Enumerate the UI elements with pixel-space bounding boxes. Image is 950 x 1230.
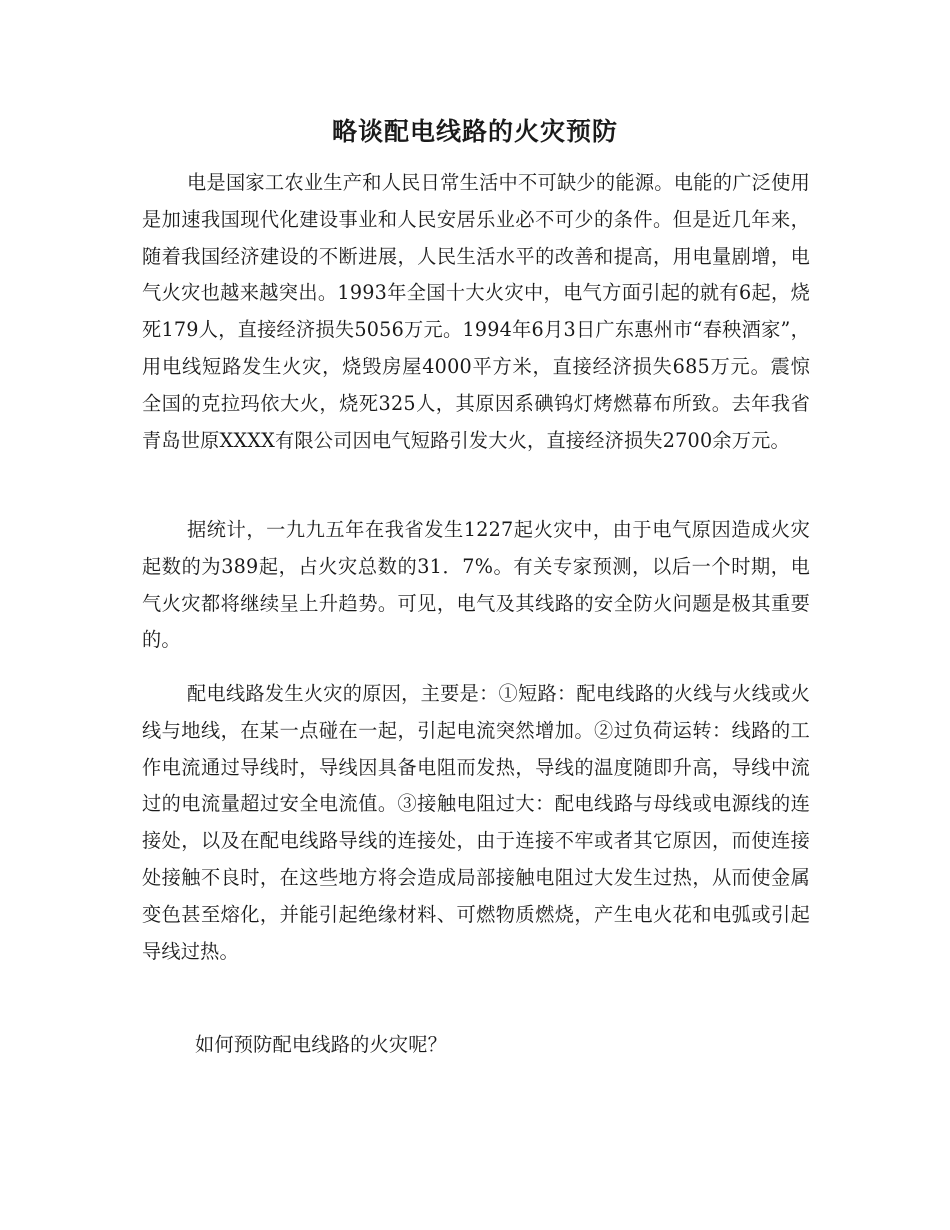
paragraph-intro: 电是国家工农业生产和人民日常生活中不可缺少的能源。电能的广泛使用是加速我国现代化建设事业和人民安居乐业必不可少的条件。但是近几年来，随着我国经济建设的不断进展，人民生活水平的改善和提高，用电量剧增，电气火灾也越来越突出。1993年全国十大火灾中，电气方面引起的就有6起，烧死179人，直接经济损失5056万元。1994年6月3日广东惠州市“春秧酒家”，用电线短路发生火灾，烧毁房屋4000平方米，直接经济损失685万元。震惊全国的克拉玛依大火，烧死325人，其原因系碘钨灯烤燃幕布所致。去年我省青岛世原XXXX有限公司因电气短路引发大火，直接经济损失2700余万元。 xyxy=(142,171,810,452)
document-title: 略谈配电线路的火灾预防 xyxy=(331,117,618,146)
paragraph-causes: 配电线路发生火灾的原因，主要是：①短路：配电线路的火线与火线或火线与地线，在某一点碰在一起，引起电流突然增加。②过负荷运转：线路的工作电流通过导线时，导线因具备电阻而发热，导线的温度随即升高，导线中流过的电流量超过安全电流值。③接触电阻过大：配电线路与母线或电源线的连接处，以及在配电线路导线的连接处，由于连接不牢或者其它原因，而使连接处接触不良时，在这些地方将会造成局部接触电阻过大发生过热，从而使金属变色甚至熔化，并能引起绝缘材料、可燃物质燃烧，产生电火花和电弧或引起导线过热。 xyxy=(142,682,810,963)
paragraph-question: 如何预防配电线路的火灾呢？ xyxy=(195,1033,448,1056)
paragraph-statistics: 据统计，一九九五年在我省发生1227起火灾中，由于电气原因造成火灾起数的为389起，占火灾总数的31．7%。有关专家预测，以后一个时期，电气火灾都将继续呈上升趋势。可见，电气及其线路的安全防火问题是极其重要的。 xyxy=(142,518,810,652)
